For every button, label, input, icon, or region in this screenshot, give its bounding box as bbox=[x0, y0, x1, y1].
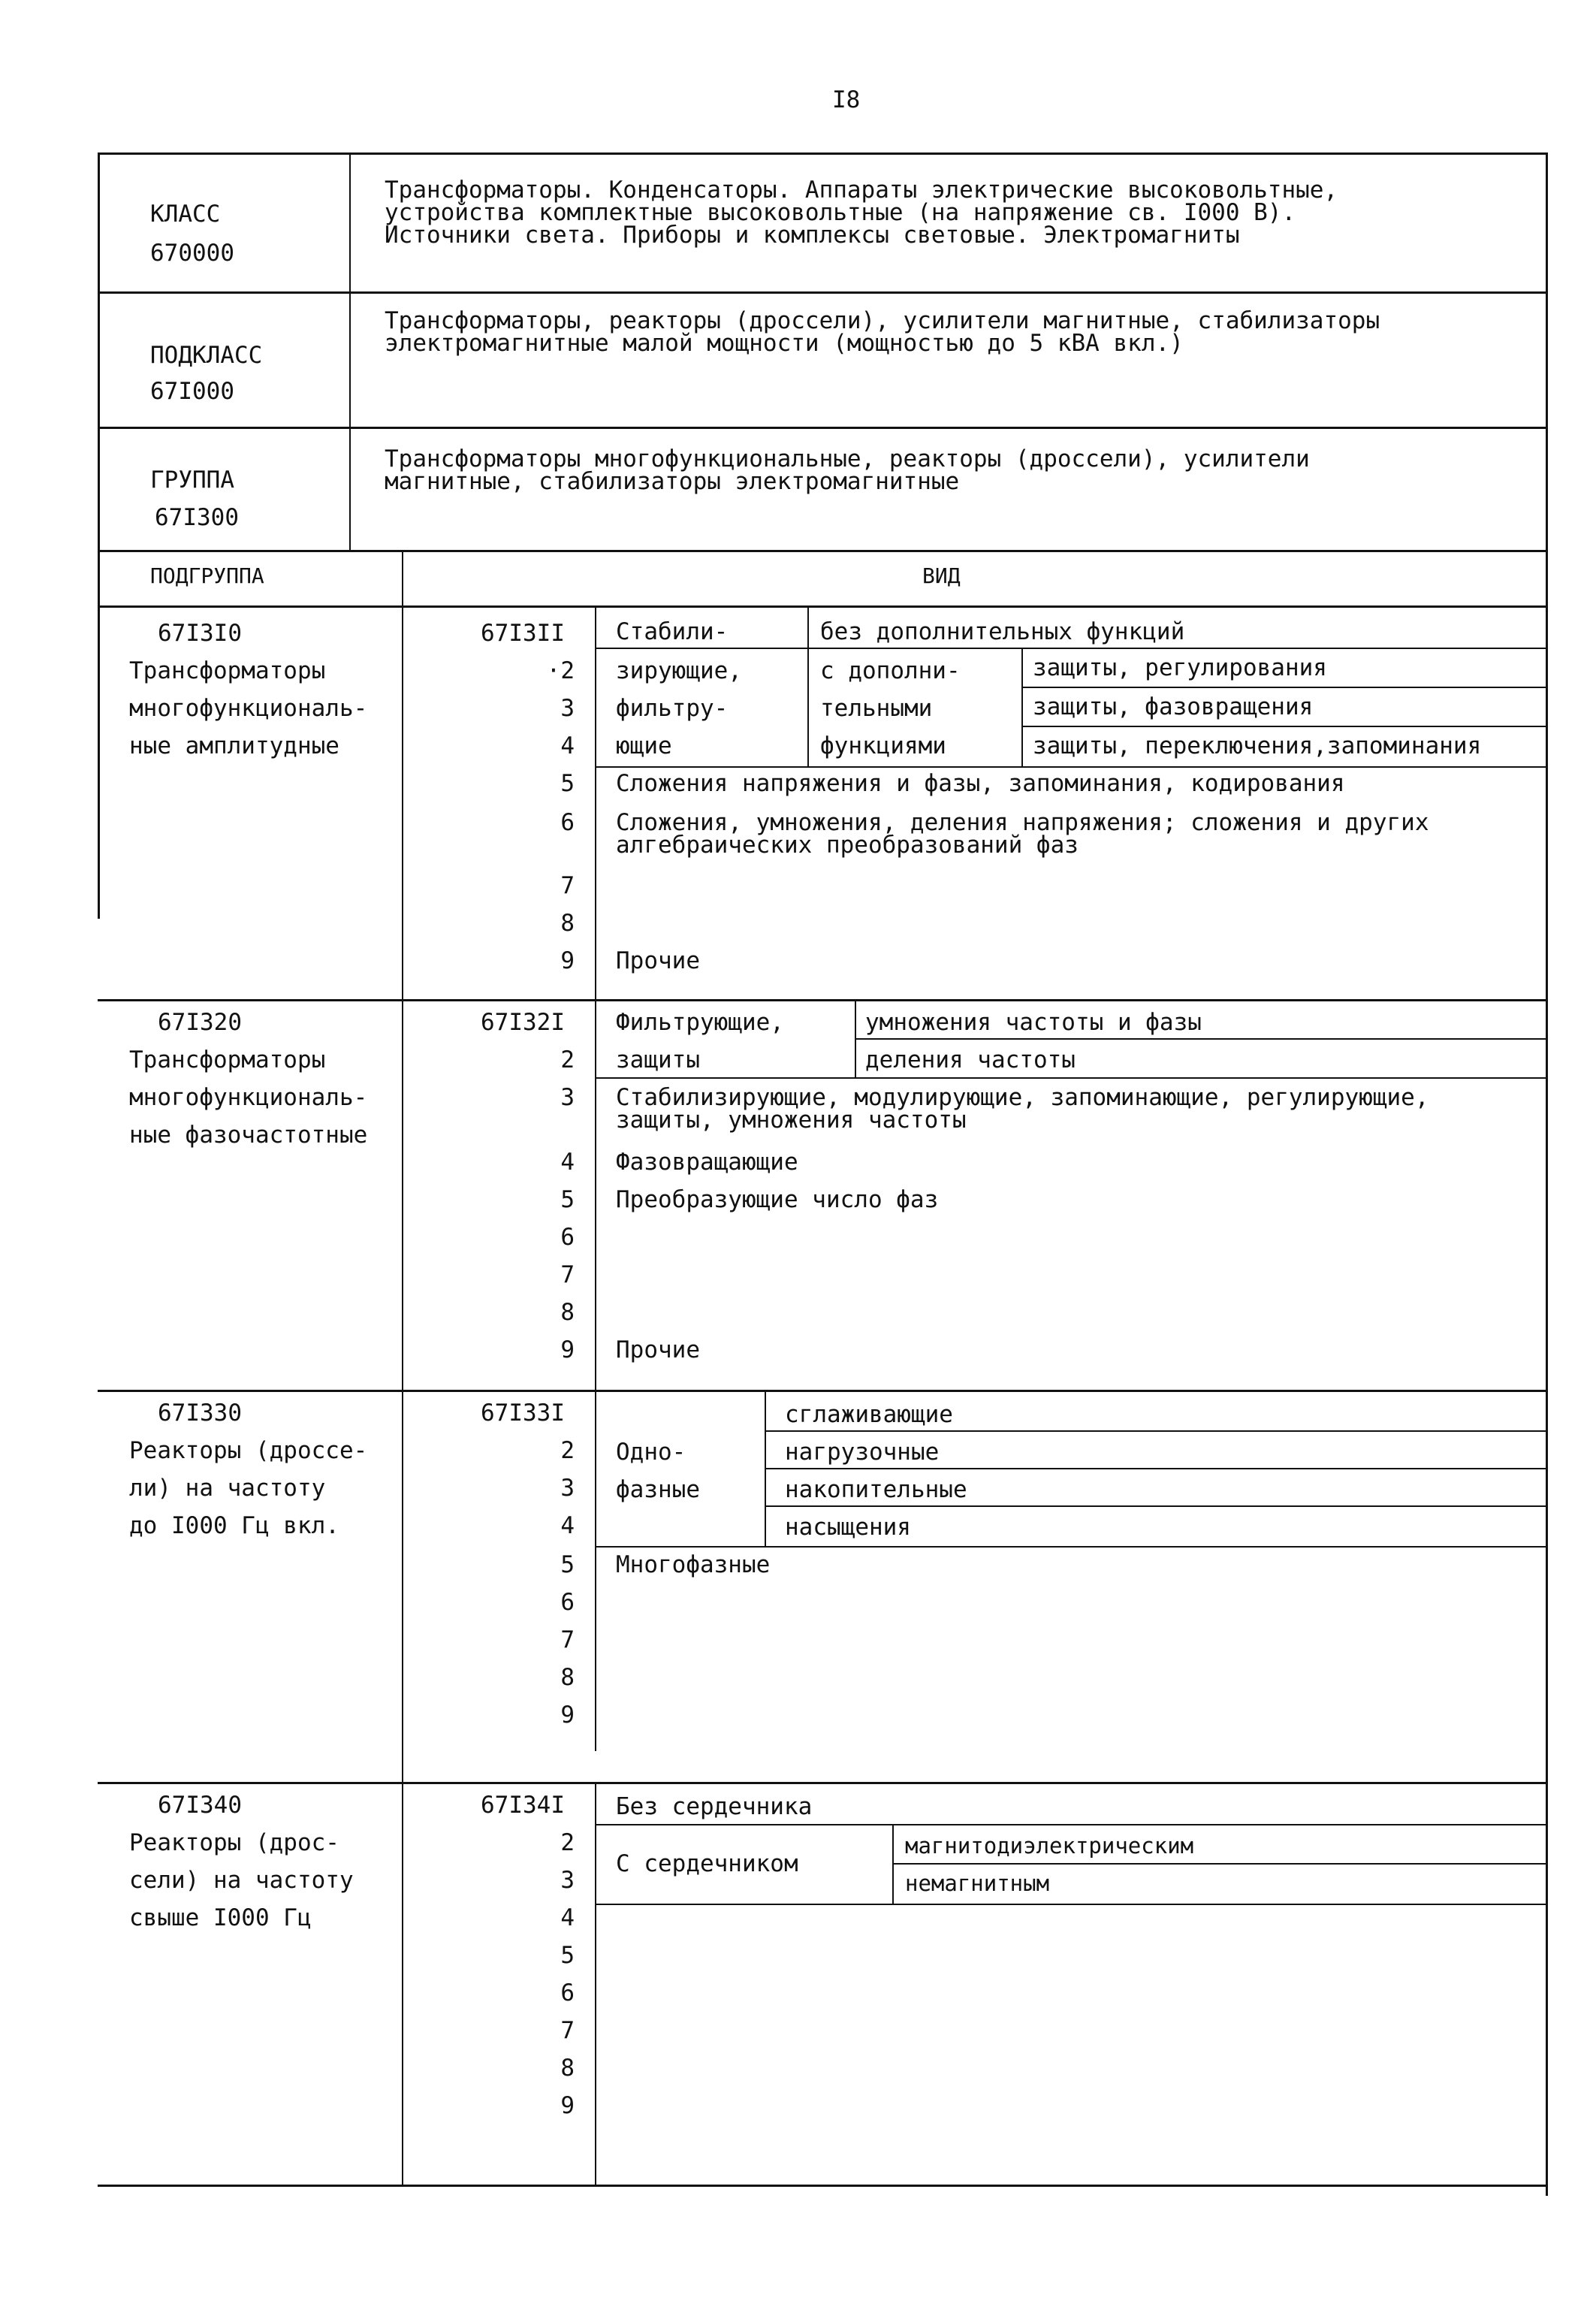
subgroup-code: 67I320 bbox=[158, 1009, 242, 1036]
vid-number: 4 bbox=[560, 1904, 575, 1931]
vid-number: 6 bbox=[560, 1979, 575, 2007]
vid-text: умножения частоты и фазы bbox=[865, 1009, 1202, 1036]
podklass-description: Трансформаторы, реакторы (дроссели), усилители магнитные, стабилизаторы электромагнитные малой мощности (мощностью до 5 кВА вкл.) bbox=[385, 307, 1380, 357]
vid-number: 8 bbox=[560, 1299, 575, 1326]
gruppa-code: 67I300 bbox=[155, 504, 239, 531]
podklass-label: ПОДКЛАСС bbox=[150, 342, 263, 369]
vid-text: Фазовращающие bbox=[616, 1149, 798, 1176]
subgroup-name-line: Трансформаторы bbox=[129, 1046, 326, 1073]
subgroup-name-line: многофункциональ- bbox=[129, 1084, 368, 1111]
vid-text: зирующие, bbox=[616, 657, 742, 684]
vid-number: 8 bbox=[560, 1664, 575, 1691]
vid-text: ющие bbox=[616, 732, 672, 759]
subgroup-code: 67I330 bbox=[158, 1400, 242, 1427]
vid-text: защиты bbox=[616, 1046, 700, 1073]
vid-number: 4 bbox=[560, 732, 575, 759]
subgroup-name-line: ные амплитудные bbox=[129, 732, 339, 759]
vid-number: 3 bbox=[560, 1867, 575, 1894]
vid-text: Преобразующие число фаз bbox=[616, 1186, 939, 1213]
vid-text: Стабилизирующие, модулирующие, запоминающие, регулирующие, защиты, умножения частоты bbox=[616, 1084, 1429, 1134]
vid-number: 5 bbox=[560, 1551, 575, 1578]
divider bbox=[98, 1782, 1547, 1784]
vid-text: защиты, фазовращения bbox=[1033, 693, 1314, 720]
subgroup-code: 67I340 bbox=[158, 1792, 242, 1819]
vid-number: ·2 bbox=[546, 657, 575, 684]
vid-number: 5 bbox=[560, 770, 575, 797]
vid-number: 3 bbox=[560, 695, 575, 722]
divider bbox=[98, 999, 1547, 1001]
subgroup-code: 67I3I0 bbox=[158, 620, 242, 647]
vid-number: 5 bbox=[560, 1186, 575, 1213]
vid-text: тельными bbox=[820, 695, 933, 722]
vid-number: 3 bbox=[560, 1084, 575, 1111]
vid-text: нагрузочные bbox=[785, 1439, 940, 1466]
subgroup-name-line: ные фазочастотные bbox=[129, 1122, 368, 1149]
vid-number: 9 bbox=[560, 1336, 575, 1363]
vid-number: 8 bbox=[560, 910, 575, 937]
vid-number: 2 bbox=[560, 1829, 575, 1856]
vid-number: 2 bbox=[560, 1046, 575, 1073]
vid-code: 67I32I bbox=[481, 1009, 565, 1036]
vid-text: Сложения напряжения и фазы, запоминания, кодирования bbox=[616, 770, 1345, 797]
gruppa-description: Трансформаторы многофункциональные, реакторы (дроссели), усилители магнитные, стабилизаторы электромагнитные bbox=[385, 445, 1310, 495]
vid-text: Сложения, умножения, деления напряжения; сложения и других алгебраических преобразований фаз bbox=[616, 809, 1429, 859]
vid-number: 6 bbox=[560, 1589, 575, 1616]
subgroup-name-line: Трансформаторы bbox=[129, 657, 326, 684]
vid-text: Стабили- bbox=[616, 618, 729, 645]
vid-text: защиты, регулирования bbox=[1033, 654, 1327, 681]
vid-number: 4 bbox=[560, 1149, 575, 1176]
table-bottom-border bbox=[98, 2185, 1547, 2187]
vid-text: Без сердечника bbox=[616, 1793, 813, 1820]
vid-text: С сердечником bbox=[616, 1850, 798, 1877]
vid-text: накопительные bbox=[785, 1476, 967, 1503]
gruppa-label: ГРУППА bbox=[150, 467, 234, 494]
vid-number: 8 bbox=[560, 2055, 575, 2082]
vid-text: магнитодиэлектрическим bbox=[905, 1833, 1194, 1859]
header-vid: ВИД bbox=[922, 563, 961, 588]
subgroup-name-line: многофункциональ- bbox=[129, 695, 368, 722]
vid-text: без дополнительных функций bbox=[820, 618, 1185, 645]
klass-description: Трансформаторы. Конденсаторы. Аппараты электрические высоковольтные, устройства комплектные высоковольтные (на напряжение св. I000 В). Источники света. Приборы и комплексы световые. Электромагниты bbox=[385, 177, 1338, 249]
vid-text: функциями bbox=[820, 732, 946, 759]
vid-text: немагнитным bbox=[905, 1871, 1050, 1896]
vid-text: Многофазные bbox=[616, 1551, 771, 1578]
vid-text: фильтру- bbox=[616, 695, 729, 722]
vid-number: 9 bbox=[560, 947, 575, 974]
vid-number: 4 bbox=[560, 1512, 575, 1539]
vid-number: 7 bbox=[560, 872, 575, 899]
vid-number: 6 bbox=[560, 1224, 575, 1251]
subgroup-name-line: Реакторы (дрос- bbox=[129, 1829, 339, 1856]
klass-label: КЛАСС bbox=[150, 201, 221, 228]
subgroup-name-line: свыше I000 Гц bbox=[129, 1904, 312, 1931]
subgroup-name-line: ли) на частоту bbox=[129, 1475, 326, 1502]
vid-text: насыщения bbox=[785, 1514, 911, 1541]
vid-text: защиты, переключения,запоминания bbox=[1033, 732, 1482, 759]
vid-number: 7 bbox=[560, 2017, 575, 2044]
subgroup-name-line: Реакторы (дроссе- bbox=[129, 1437, 368, 1464]
page-number: I8 bbox=[832, 86, 861, 113]
vid-text: Прочие bbox=[616, 947, 700, 974]
subgroup-name-line: до I000 Гц вкл. bbox=[129, 1512, 339, 1539]
vid-text: Одно- bbox=[616, 1439, 686, 1466]
vid-text: фазные bbox=[616, 1476, 700, 1503]
vid-code: 67I34I bbox=[481, 1792, 565, 1819]
vid-number: 6 bbox=[560, 809, 575, 836]
vid-number: 7 bbox=[560, 1261, 575, 1288]
vid-number: 5 bbox=[560, 1942, 575, 1969]
vid-text: деления частоты bbox=[865, 1046, 1076, 1073]
vid-text: сглаживающие bbox=[785, 1401, 953, 1428]
vid-text: Прочие bbox=[616, 1336, 700, 1363]
divider bbox=[98, 1390, 1547, 1392]
vid-number: 7 bbox=[560, 1626, 575, 1653]
podklass-code: 67I000 bbox=[150, 378, 234, 405]
vid-text: Фильтрующие, bbox=[616, 1009, 784, 1036]
vid-number: 3 bbox=[560, 1475, 575, 1502]
vid-number: 9 bbox=[560, 2092, 575, 2119]
vid-code: 67I3II bbox=[481, 620, 565, 647]
klass-code: 670000 bbox=[150, 240, 234, 267]
vid-text: с дополни- bbox=[820, 657, 961, 684]
subgroup-name-line: сели) на частоту bbox=[129, 1867, 354, 1894]
vid-code: 67I33I bbox=[481, 1400, 565, 1427]
header-podgruppa: ПОДГРУППА bbox=[150, 563, 264, 588]
vid-number: 2 bbox=[560, 1437, 575, 1464]
vid-number: 9 bbox=[560, 1702, 575, 1729]
